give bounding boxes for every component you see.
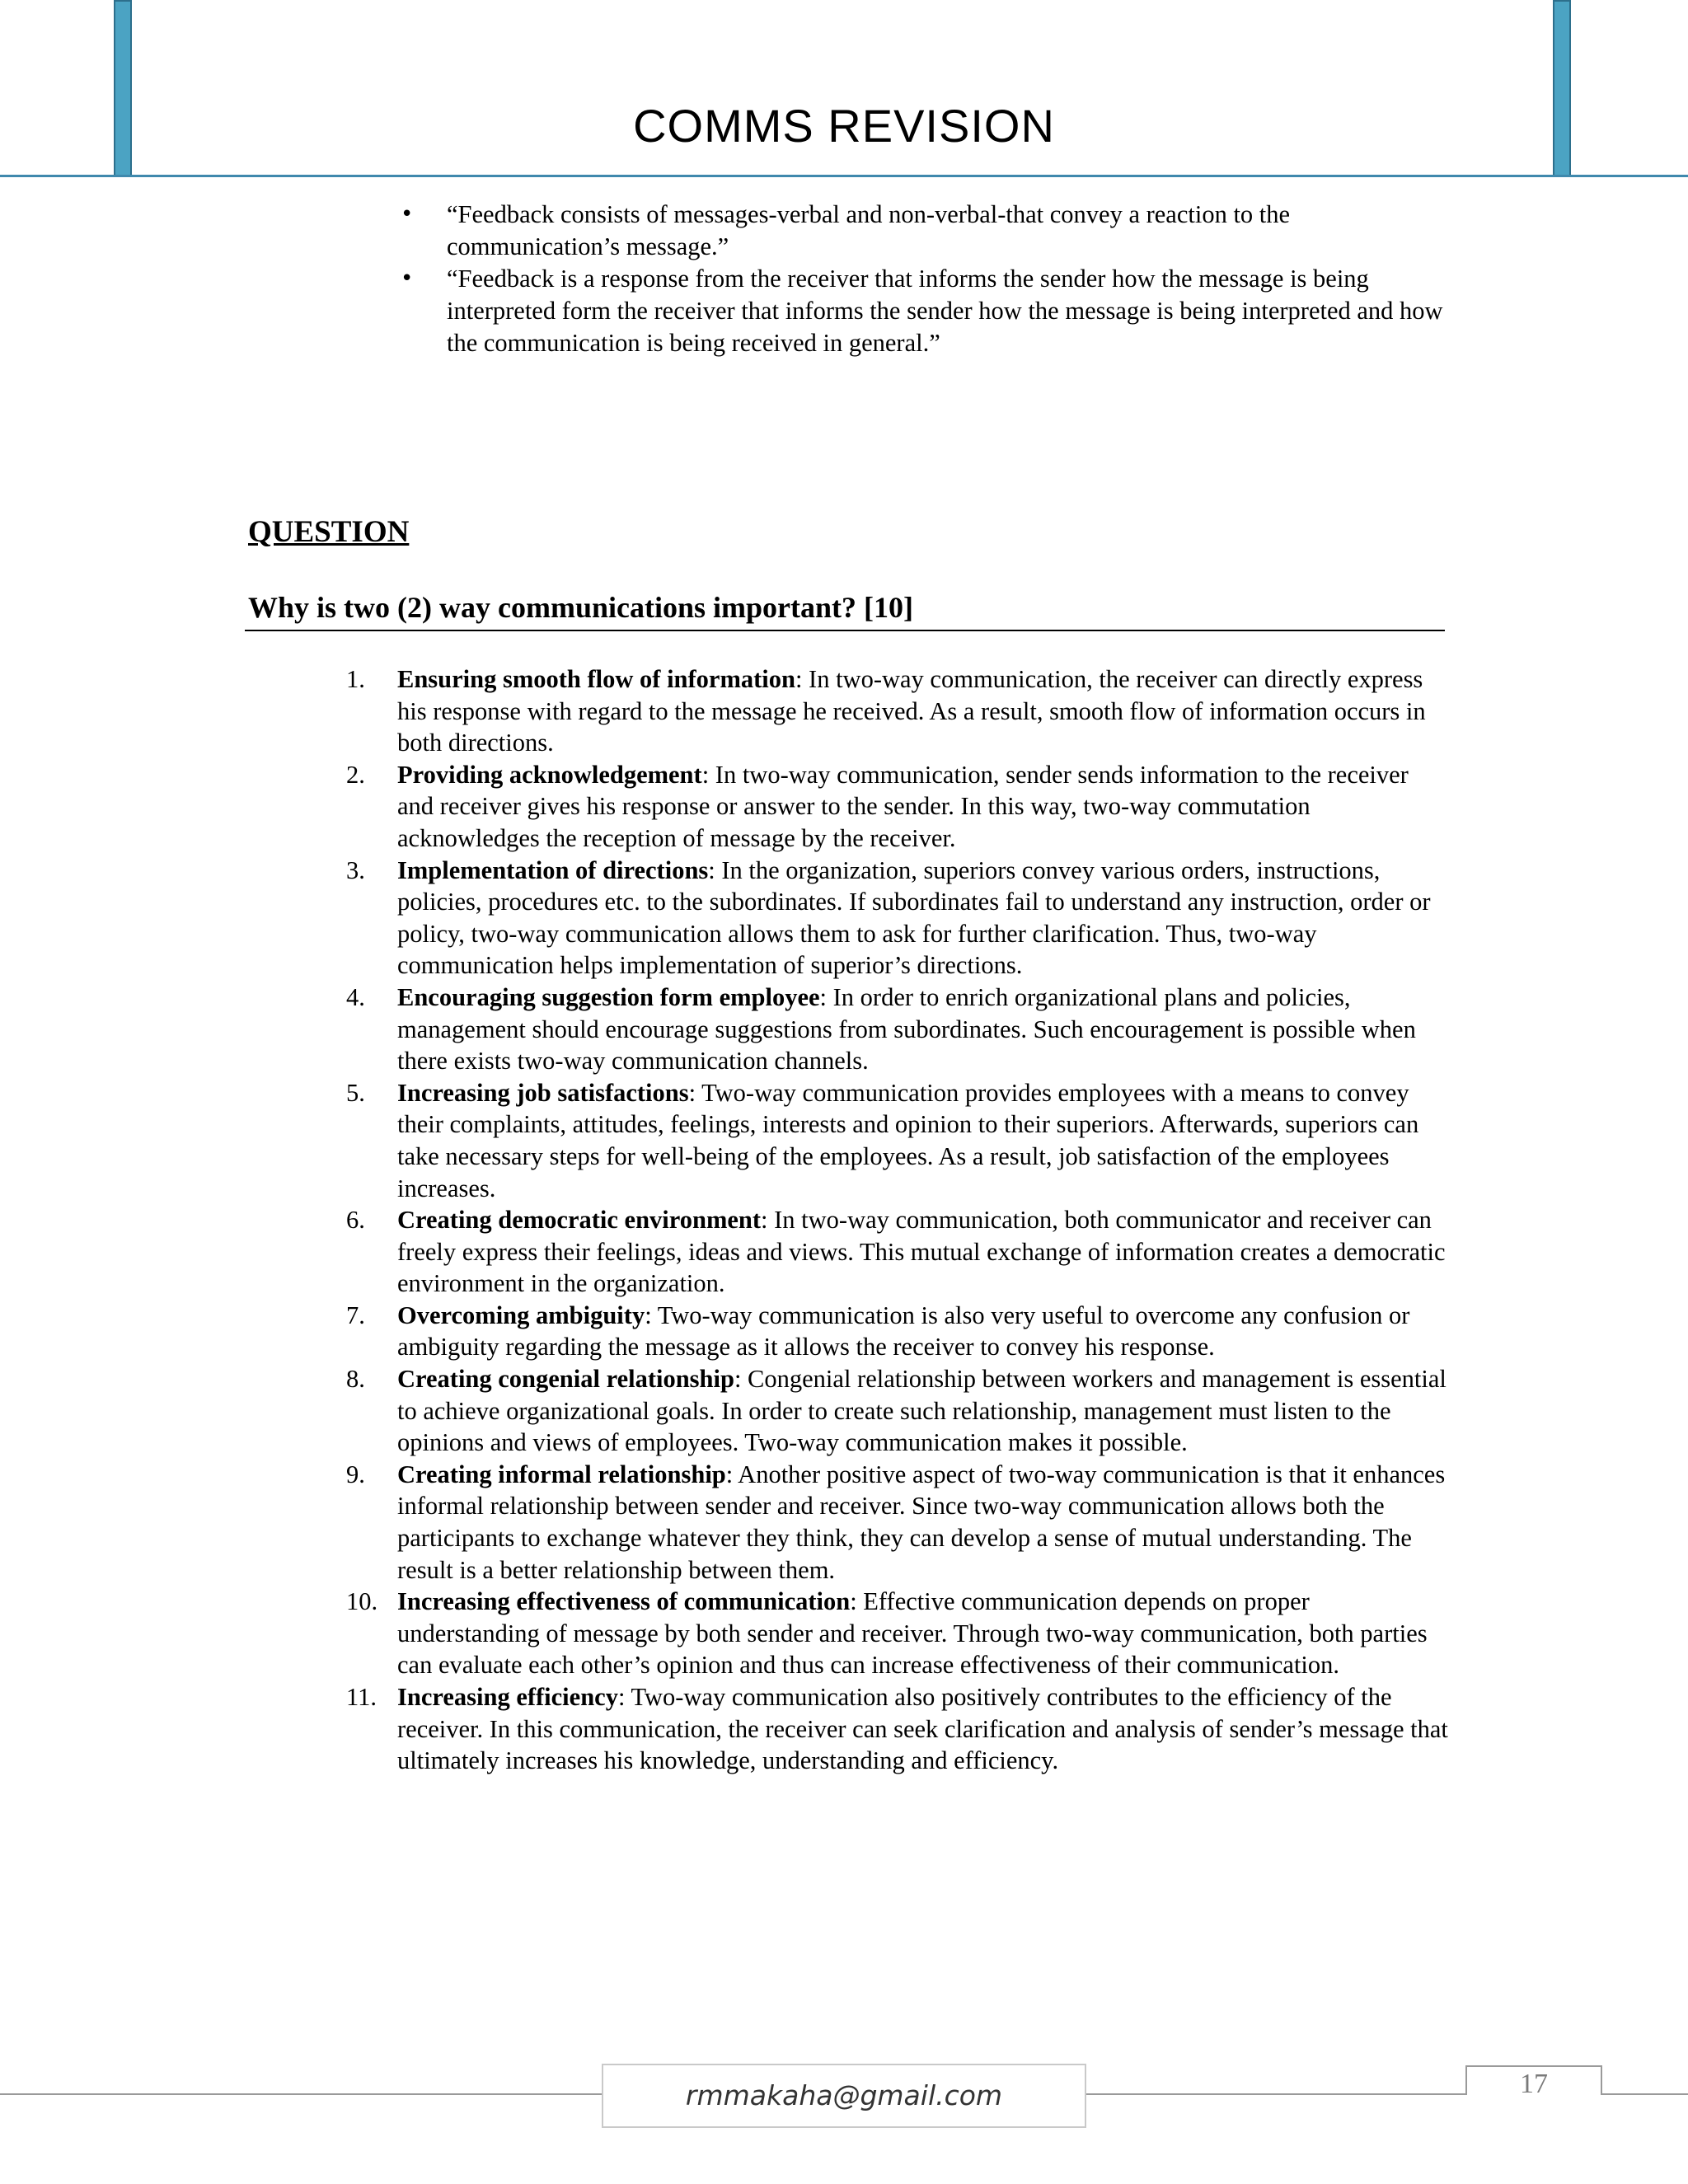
list-item xyxy=(401,199,1459,263)
page-number: 17 xyxy=(1520,2069,1548,2099)
footer-email: rmmakaha@gmail.com xyxy=(602,2064,1086,2128)
list-item xyxy=(346,1586,1451,1681)
item-text: : In two-way communication, sender sends information to the receiver and receiver gives his response or answer to the sender. In this way, two-way commutation acknowledges the reception of message by the receiver. xyxy=(397,760,1409,852)
item-number: 4. xyxy=(346,982,365,1011)
item-text: : Two-way communication provides employees with a means to convey their complaints, attitudes, feelings, interests and opinion to their superiors. Afterwards, superiors can take necessary steps for well-being of the employees. As a result, job satisfaction of the employees increases. xyxy=(397,1078,1419,1202)
footer-rule-right xyxy=(1602,2093,1688,2095)
question-underline xyxy=(245,630,1445,631)
item-text: : In two-way communication, the receiver can directly express his response with regard to the message he received. As a result, smooth flow of information occurs in both directions. xyxy=(397,665,1426,757)
page-header-title: COMMS REVISION xyxy=(633,100,1055,152)
list-item xyxy=(346,759,1451,855)
feedback-definitions-list xyxy=(401,199,1459,359)
item-number: 5. xyxy=(346,1078,365,1107)
item-term: Providing acknowledgement xyxy=(397,760,702,789)
item-number: 10. xyxy=(346,1587,378,1616)
item-term: Implementation of directions xyxy=(397,855,709,884)
item-number: 8. xyxy=(346,1365,365,1394)
item-text: : In two-way communication, both communicator and receiver can freely express their feelings, ideas and views. This mutual exchange of information creates a democratic environment in the organization. xyxy=(397,1206,1446,1298)
list-item xyxy=(346,663,1451,759)
item-text: : Another positive aspect of two-way communication is that it enhances informal relationship between sender and receiver. Since two-way communication allows both the participants to exchange whatever they think, they can develop a sense of mutual understanding. The result is a better relationship between them. xyxy=(397,1460,1446,1584)
bullet-icon: • xyxy=(401,266,414,291)
item-number: 1. xyxy=(346,665,365,693)
bullet-text: “Feedback is a response from the receiver that informs the sender how the message is being interpreted form the receiver that informs the sender how the message is being interpreted and how the communication is being received in general.” xyxy=(447,265,1443,357)
list-item xyxy=(346,982,1451,1077)
item-text: : Two-way communication is also very useful to overcome any confusion or ambiguity regarding the message as it allows the receiver to convey his response. xyxy=(397,1301,1410,1361)
answers-list xyxy=(346,663,1451,1777)
list-item xyxy=(346,1363,1451,1459)
question-text: Why is two (2) way communications important? [10] xyxy=(248,591,913,624)
item-number: 6. xyxy=(346,1206,365,1235)
item-number: 11. xyxy=(346,1683,377,1711)
item-term: Creating congenial relationship xyxy=(397,1365,734,1394)
item-text: : In the organization, superiors convey various orders, instructions, policies, procedures etc. to the subordinates. If subordinates fail to understand any instruction, order or policy, two-way communication allows them to ask for further clarification. Thus, two-way communication helps implementation of superior’s directions. xyxy=(397,855,1431,980)
header-rule xyxy=(0,175,1688,177)
list-item xyxy=(346,1459,1451,1586)
bullet-text: “Feedback consists of messages-verbal and non-verbal-that convey a reaction to the communication’s message.” xyxy=(447,200,1291,260)
item-term: Creating informal relationship xyxy=(397,1460,726,1488)
item-number: 3. xyxy=(346,855,365,884)
item-text: : Effective communication depends on proper understanding of message by both sender and receiver. Through two-way communication, both parties can evaluate each other’s opinion and thus can increase effectiveness of their communication. xyxy=(397,1587,1428,1680)
list-item xyxy=(346,1300,1451,1363)
item-term: Increasing job satisfactions xyxy=(397,1078,689,1107)
bullet-icon: • xyxy=(401,202,414,227)
item-term: Encouraging suggestion form employee xyxy=(397,982,820,1011)
item-term: Increasing efficiency xyxy=(397,1683,618,1711)
section-heading: QUESTION xyxy=(248,515,410,549)
item-text: : In order to enrich organizational plans and policies, management should encourage suggestions from subordinates. Such encouragement is possible when there exists two-way communication channels. xyxy=(397,982,1416,1076)
footer-rule-left xyxy=(0,2093,602,2095)
item-text: : Congenial relationship between workers and management is essential to achieve organizational goals. In order to create such relationship, management must listen to the opinions and views of employees. Two-way communication makes it possible. xyxy=(397,1365,1447,1457)
list-item xyxy=(401,263,1459,359)
item-text: : Two-way communication also positively contributes to the efficiency of the receiver. In this communication, the receiver can seek clarification and analysis of sender’s message that ultimately increases his knowledge, understanding and efficiency. xyxy=(397,1683,1448,1775)
list-item xyxy=(346,1204,1451,1300)
list-item xyxy=(346,855,1451,982)
item-number: 7. xyxy=(346,1301,365,1329)
footer-rule-middle xyxy=(1086,2093,1465,2095)
list-item xyxy=(346,1681,1451,1777)
item-number: 2. xyxy=(346,760,365,789)
item-term: Creating democratic environment xyxy=(397,1206,762,1235)
list-item xyxy=(346,1077,1451,1204)
item-number: 9. xyxy=(346,1460,365,1488)
item-term: Ensuring smooth flow of information xyxy=(397,665,795,693)
item-term: Increasing effectiveness of communication xyxy=(397,1587,851,1616)
item-term: Overcoming ambiguity xyxy=(397,1301,645,1329)
